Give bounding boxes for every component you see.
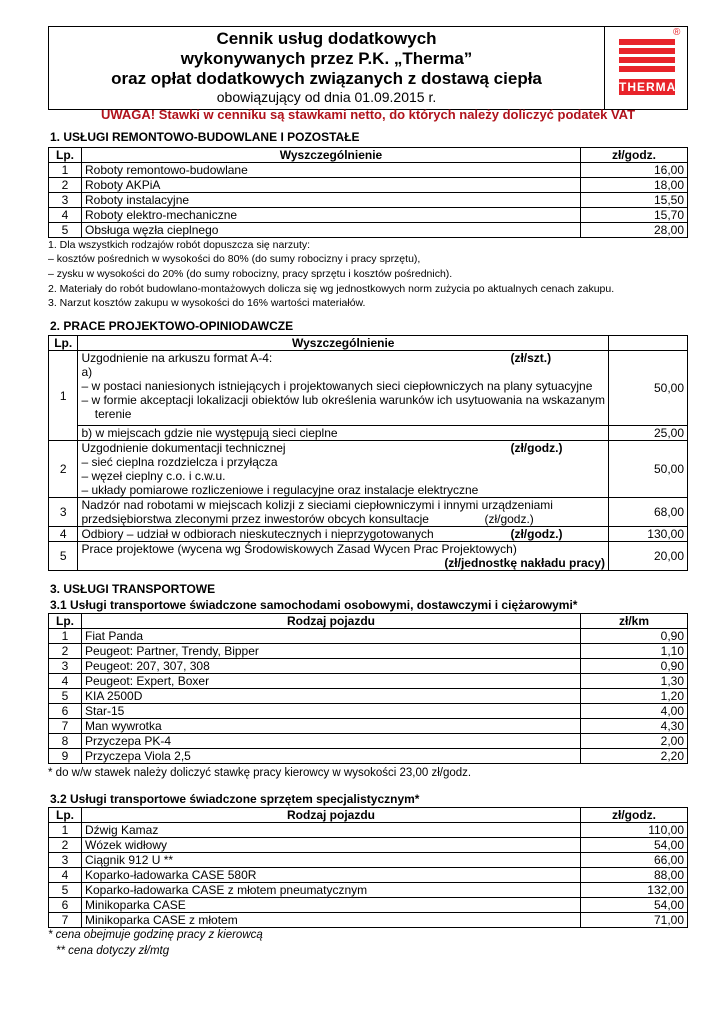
row-price: 54,00 bbox=[581, 898, 688, 913]
row-price: 1,20 bbox=[581, 689, 688, 704]
row-name: Peugeot: Expert, Boxer bbox=[82, 674, 581, 689]
row-lp: 3 bbox=[49, 853, 82, 868]
row-line: terenie bbox=[81, 407, 132, 421]
table-row bbox=[49, 163, 688, 178]
row-name: Ciągnik 912 U ** bbox=[82, 853, 581, 868]
row-price: 2,00 bbox=[581, 734, 688, 749]
row-name: Minikoparka CASE z młotem bbox=[82, 913, 581, 928]
table-row bbox=[49, 719, 688, 734]
title-line-2: wykonywanych przez P.K. „Therma” bbox=[180, 49, 473, 68]
section-2-title: 2. PRACE PROJEKTOWO-OPINIODAWCZE bbox=[50, 319, 294, 333]
table-row bbox=[49, 674, 688, 689]
section-1-table bbox=[48, 147, 688, 238]
row-name: Peugeot: 207, 307, 308 bbox=[82, 659, 581, 674]
section-3-title: 3. USŁUGI TRANSPORTOWE bbox=[50, 582, 216, 596]
therma-logo bbox=[604, 27, 687, 109]
row-name: Koparko-ładowarka CASE 580R bbox=[82, 868, 581, 883]
col-unit: zł/godz. bbox=[581, 148, 688, 163]
col-lp: Lp. bbox=[49, 808, 82, 823]
table-row bbox=[49, 178, 688, 193]
row-unit: (zł/godz.) bbox=[510, 441, 563, 455]
row-lp: 3 bbox=[49, 659, 82, 674]
row-price: 50,00 bbox=[609, 351, 688, 426]
row-lp: 1 bbox=[49, 823, 82, 838]
row-price: 2,20 bbox=[581, 749, 688, 764]
section-3-2-title: 3.2 Usługi transportowe świadczone sprzętem specjalistycznym* bbox=[50, 792, 420, 806]
row-lp: 1 bbox=[49, 163, 82, 178]
row-name: Star-15 bbox=[82, 704, 581, 719]
section-2-table bbox=[48, 335, 688, 571]
row-unit: (zł/godz.) bbox=[484, 512, 534, 526]
row-line: a) bbox=[81, 365, 93, 379]
row-lp: 5 bbox=[49, 883, 82, 898]
row-lp: 2 bbox=[49, 178, 82, 193]
table-row bbox=[49, 853, 688, 868]
row-name: Roboty remontowo-budowlane bbox=[82, 163, 581, 178]
row-name: Fiat Panda bbox=[82, 629, 581, 644]
row-price: 0,90 bbox=[581, 659, 688, 674]
row-name: Roboty instalacyjne bbox=[82, 193, 581, 208]
s1-note: 1. Dla wszystkich rodzajów robót dopuszcza się narzuty: bbox=[48, 239, 311, 251]
driver-rate-note: * do w/w stawek należy doliczyć stawkę pracy kierowcy w wysokości 23,00 zł/godz. bbox=[48, 767, 472, 779]
row-price: 1,10 bbox=[581, 644, 688, 659]
col-name: Rodzaj pojazdu bbox=[82, 808, 581, 823]
row-lp: 4 bbox=[49, 527, 78, 542]
section-3-1-title: 3.1 Usługi transportowe świadczone samochodami osobowymi, dostawczymi i ciężarowymi* bbox=[50, 598, 578, 612]
row-name: Minikoparka CASE bbox=[82, 898, 581, 913]
row-price: 88,00 bbox=[581, 868, 688, 883]
header-box bbox=[48, 26, 688, 110]
row-name: b) w miejscach gdzie nie występują sieci cieplne bbox=[78, 426, 609, 441]
row-price: 4,30 bbox=[581, 719, 688, 734]
row-lp: 1 bbox=[49, 351, 78, 441]
row-content bbox=[78, 498, 609, 527]
table-row bbox=[49, 898, 688, 913]
table-row bbox=[49, 689, 688, 704]
col-unit: zł/km bbox=[581, 614, 688, 629]
row-line: – układy pomiarowe rozliczeniowe i regulacyjne oraz instalacje elektryczne bbox=[81, 483, 479, 497]
row-content bbox=[78, 351, 609, 426]
row-content bbox=[78, 527, 609, 542]
col-lp: Lp. bbox=[49, 614, 82, 629]
row-lp: 6 bbox=[49, 898, 82, 913]
section-1-title: 1. USŁUGI REMONTOWO-BUDOWLANE I POZOSTAŁE bbox=[50, 130, 360, 144]
col-name: Rodzaj pojazdu bbox=[82, 614, 581, 629]
vat-warning: UWAGA! Stawki w cenniku są stawkami netto, do których należy doliczyć podatek VAT bbox=[100, 107, 636, 122]
col-lp: Lp. bbox=[49, 148, 82, 163]
row-lp: 4 bbox=[49, 674, 82, 689]
table-row bbox=[49, 913, 688, 928]
row-price: 20,00 bbox=[609, 542, 688, 571]
row-name: KIA 2500D bbox=[82, 689, 581, 704]
row-line: – węzeł cieplny c.o. i c.w.u. bbox=[81, 469, 226, 483]
table-row bbox=[49, 351, 688, 426]
table-row bbox=[49, 734, 688, 749]
table-row bbox=[49, 498, 688, 527]
row-price: 68,00 bbox=[609, 498, 688, 527]
row-name: Prace projektowe (wycena wg Środowiskowych Zasad Wycen Prac Projektowych) bbox=[81, 542, 517, 556]
row-lp: 5 bbox=[49, 223, 82, 238]
table-row bbox=[49, 749, 688, 764]
validity-date: obowiązujący od dnia 01.09.2015 r. bbox=[216, 89, 437, 105]
logo-text: THERMA bbox=[619, 80, 677, 94]
row-name: Odbiory – udział w odbiorach nieskutecznych i nieprzygotowanych bbox=[81, 527, 434, 541]
row-price: 15,50 bbox=[581, 193, 688, 208]
table-row bbox=[49, 542, 688, 571]
s1-note: – kosztów pośrednich w wysokości do 80% (do sumy robocizny i pracy sprzętu), bbox=[48, 253, 421, 265]
row-price: 4,00 bbox=[581, 704, 688, 719]
row-lp: 1 bbox=[49, 629, 82, 644]
row-content bbox=[78, 542, 609, 571]
row-lp: 2 bbox=[49, 838, 82, 853]
row-price: 25,00 bbox=[609, 426, 688, 441]
row-price: 66,00 bbox=[581, 853, 688, 868]
col-unit: zł/godz. bbox=[581, 808, 688, 823]
transport-table bbox=[48, 613, 688, 764]
row-price: 130,00 bbox=[609, 527, 688, 542]
col-empty bbox=[609, 336, 688, 351]
row-name: Man wywrotka bbox=[82, 719, 581, 734]
row-price: 15,70 bbox=[581, 208, 688, 223]
row-line: – w postaci naniesionych istniejących i projektowanych sieci ciepłowniczych na plany sytuacyjne bbox=[81, 379, 593, 393]
row-lp: 2 bbox=[49, 644, 82, 659]
col-name: Wyszczególnienie bbox=[78, 336, 609, 351]
row-lp: 5 bbox=[49, 542, 78, 571]
row-line: Nadzór nad robotami w miejscach kolizji z sieciami ciepłowniczymi i innymi urządzeniami bbox=[81, 498, 553, 512]
special-equipment-table bbox=[48, 807, 688, 928]
row-price: 28,00 bbox=[581, 223, 688, 238]
row-lp: 4 bbox=[49, 868, 82, 883]
table-row bbox=[49, 659, 688, 674]
row-price: 110,00 bbox=[581, 823, 688, 838]
row-line: przedsiębiorstwa zleconymi przez inwestorów obcych konsultacje bbox=[81, 512, 429, 526]
row-price: 1,30 bbox=[581, 674, 688, 689]
table-row bbox=[49, 644, 688, 659]
row-line: – w formie akceptacji lokalizacji obiektów lub określenia warunków ich usytuowania na wskazanym bbox=[81, 393, 606, 407]
table-row bbox=[49, 629, 688, 644]
row-unit: (zł/godz.) bbox=[510, 527, 563, 541]
table-row bbox=[49, 883, 688, 898]
row-content bbox=[78, 441, 609, 498]
row-lp: 8 bbox=[49, 734, 82, 749]
row-unit: (zł/szt.) bbox=[510, 351, 552, 365]
row-name: Peugeot: Partner, Trendy, Bipper bbox=[82, 644, 581, 659]
row-lp: 7 bbox=[49, 719, 82, 734]
registered-mark: ® bbox=[673, 27, 681, 38]
table-row bbox=[49, 838, 688, 853]
row-unit: (zł/jednostkę nakładu pracy) bbox=[444, 556, 606, 570]
table-row bbox=[49, 193, 688, 208]
row-lp: 2 bbox=[49, 441, 78, 498]
table-row bbox=[49, 704, 688, 719]
title-line-1: Cennik usług dodatkowych bbox=[216, 29, 437, 48]
row-lp: 3 bbox=[49, 193, 82, 208]
row-name: Roboty AKPiA bbox=[82, 178, 581, 193]
row-price: 50,00 bbox=[609, 441, 688, 498]
row-price: 132,00 bbox=[581, 883, 688, 898]
table-row bbox=[49, 441, 688, 498]
row-line: – sieć cieplna rozdzielcza i przyłącza bbox=[81, 455, 278, 469]
row-price: 71,00 bbox=[581, 913, 688, 928]
s1-note: – zysku w wysokości do 20% (do sumy robocizny, pracy sprzętu i kosztów pośrednich). bbox=[48, 268, 453, 280]
row-name: Przyczepa PK-4 bbox=[82, 734, 581, 749]
col-lp: Lp. bbox=[49, 336, 78, 351]
row-line: Uzgodnienie na arkuszu format A-4: bbox=[81, 351, 273, 365]
row-lp: 3 bbox=[49, 498, 78, 527]
table-row bbox=[49, 426, 688, 441]
row-name: Wózek widłowy bbox=[82, 838, 581, 853]
table-row bbox=[49, 527, 688, 542]
row-lp: 4 bbox=[49, 208, 82, 223]
col-name: Wyszczególnienie bbox=[82, 148, 581, 163]
mtg-note: ** cena dotyczy zł/mtg bbox=[56, 945, 170, 957]
row-price: 0,90 bbox=[581, 629, 688, 644]
row-name: Koparko-ładowarka CASE z młotem pneumatycznym bbox=[82, 883, 581, 898]
table-row bbox=[49, 823, 688, 838]
row-price: 54,00 bbox=[581, 838, 688, 853]
table-row bbox=[49, 868, 688, 883]
row-price: 16,00 bbox=[581, 163, 688, 178]
row-lp: 6 bbox=[49, 704, 82, 719]
table-row bbox=[49, 208, 688, 223]
row-name: Roboty elektro-mechaniczne bbox=[82, 208, 581, 223]
driver-included-note: * cena obejmuje godzinę pracy z kierowcą bbox=[48, 929, 263, 941]
s1-note: 2. Materiały do robót budowlano-montażowych dolicza się wg jednostkowych norm zużycia po aktualnych cenach zakupu. bbox=[48, 283, 615, 295]
row-line: Uzgodnienie dokumentacji technicznej bbox=[81, 441, 286, 455]
row-lp: 5 bbox=[49, 689, 82, 704]
title-line-3: oraz opłat dodatkowych związanych z dostawą ciepła bbox=[111, 69, 542, 88]
s1-note: 3. Narzut kosztów zakupu w wysokości do 16% wartości materiałów. bbox=[48, 297, 366, 309]
row-name: Przyczepa Viola 2,5 bbox=[82, 749, 581, 764]
row-name: Dźwig Kamaz bbox=[82, 823, 581, 838]
row-name: Obsługa węzła cieplnego bbox=[82, 223, 581, 238]
row-lp: 7 bbox=[49, 913, 82, 928]
row-lp: 9 bbox=[49, 749, 82, 764]
table-row bbox=[49, 223, 688, 238]
row-price: 18,00 bbox=[581, 178, 688, 193]
